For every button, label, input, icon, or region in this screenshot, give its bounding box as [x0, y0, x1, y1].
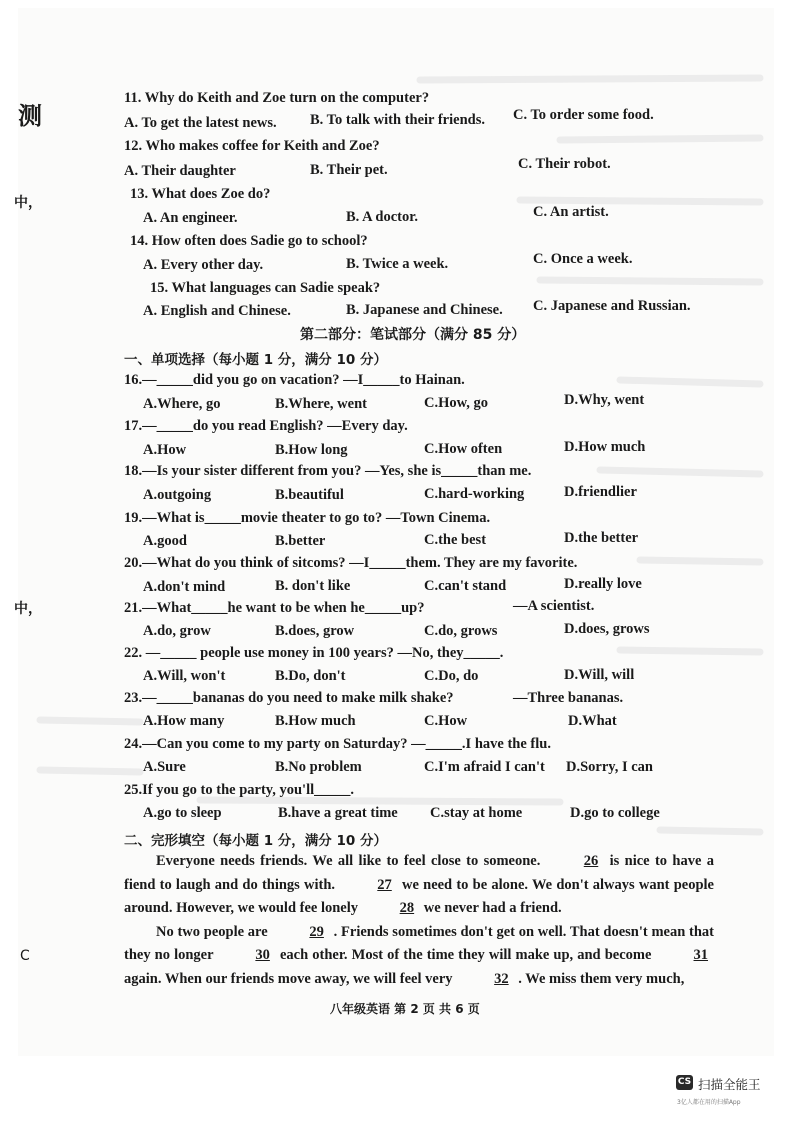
option-22-b: B.Do, don't	[275, 668, 346, 684]
cloze-text: each other. Most of the time they will make up, and become	[279, 947, 652, 963]
option-16-b: B.Where, went	[275, 396, 367, 412]
cloze-text: we need to be alone. We don't always want people around. However, we would fee lonely	[124, 876, 714, 916]
watermark-app-name: 扫描全能王	[698, 1077, 761, 1092]
cloze-text: we never had a friend.	[423, 900, 562, 916]
cloze-blank-26[interactable]: 26	[583, 853, 599, 869]
option-17-d: D.How much	[564, 439, 646, 455]
part-title: 第二部分：笔试部分（满分 85 分）	[300, 327, 526, 343]
option-21-b: B.does, grow	[275, 623, 355, 639]
cloze-blank-29[interactable]: 29	[309, 923, 324, 940]
option-23-c: C.How	[424, 713, 468, 729]
question-20: 20.—What do you think of sitcoms? —I_____them. They are my favorite.	[124, 555, 578, 571]
option-11-b: B. To talk with their friends.	[310, 112, 485, 128]
option-25-c: C.stay at home	[430, 805, 523, 821]
option-15-b: B. Japanese and Chinese.	[346, 302, 503, 318]
cloze-passage	[124, 850, 714, 991]
question-25: 25.If you go to the party, you'll_____.	[124, 782, 354, 798]
option-13-a: A. An engineer.	[143, 210, 238, 226]
question-16: 16.—_____did you go on vacation? —I_____to Hainan.	[124, 372, 465, 388]
option-25-a: A.go to sleep	[143, 805, 222, 821]
cloze-text: No two people are	[156, 923, 268, 940]
question-18: 18.—Is your sister different from you? —Yes, she is_____than me.	[124, 463, 532, 479]
cloze-blank-32[interactable]: 32	[494, 970, 509, 987]
option-11-a: A. To get the latest news.	[124, 115, 277, 131]
option-17-c: C.How often	[424, 441, 503, 457]
cloze-blank-28[interactable]: 28	[399, 900, 415, 916]
option-16-c: C.How, go	[424, 395, 489, 411]
question-11: 11. Why do Keith and Zoe turn on the computer?	[124, 90, 430, 106]
option-23-a: A.How many	[143, 713, 225, 729]
option-19-b: B.better	[275, 533, 326, 549]
option-16-d: D.Why, went	[564, 392, 645, 408]
cloze-text: . Friends sometimes don't get on well. That doesn't mean that they no longer	[124, 923, 714, 963]
option-21-a: A.do, grow	[143, 623, 211, 639]
margin-mark-1: 测	[18, 102, 42, 130]
margin-mark-2: 中，	[14, 195, 42, 211]
option-19-d: D.the better	[564, 530, 639, 546]
question-12: 12. Who makes coffee for Keith and Zoe?	[124, 138, 380, 154]
option-11-c: C. To order some food.	[513, 107, 654, 123]
option-24-b: B.No problem	[275, 759, 362, 775]
camscanner-logo-icon: CS	[676, 1075, 693, 1090]
option-22-d: D.Will, will	[564, 667, 635, 683]
question-23: 23.—_____bananas do you need to make milk shake?	[124, 690, 454, 706]
option-19-c: C.the best	[424, 532, 487, 548]
cloze-blank-31[interactable]: 31	[693, 947, 709, 963]
option-18-b: B.beautiful	[275, 487, 344, 503]
option-20-a: A.don't mind	[143, 579, 226, 595]
question-19: 19.—What is_____movie theater to go to? —Town Cinema.	[124, 510, 491, 526]
section-2-title: 二、完形填空（每小题 1 分，满分 10 分）	[124, 833, 387, 849]
option-20-d: D.really love	[564, 576, 642, 592]
option-18-d: D.friendlier	[564, 484, 637, 500]
option-14-a: A. Every other day.	[143, 257, 264, 273]
watermark-tagline: 3亿人都在用的扫描App	[677, 1099, 741, 1106]
option-18-c: C.hard-working	[424, 486, 525, 502]
question-21: 21.—What_____he want to be when he_____up?	[124, 600, 425, 616]
cloze-text: . We miss them very much,	[518, 970, 685, 987]
option-25-d: D.go to college	[570, 805, 660, 821]
option-25-b: B.have a great time	[278, 805, 398, 821]
option-21-d: D.does, grows	[564, 621, 650, 637]
cloze-blank-27[interactable]: 27	[377, 876, 392, 893]
answer-21: —A scientist.	[513, 598, 595, 614]
option-17-a: A.How	[143, 442, 187, 458]
question-14: 14. How often does Sadie go to school?	[130, 233, 368, 249]
option-16-a: A.Where, go	[143, 396, 221, 412]
option-14-b: B. Twice a week.	[346, 256, 449, 272]
option-22-a: A.Will, won't	[143, 668, 226, 684]
option-17-b: B.How long	[275, 442, 348, 458]
cloze-paragraph-2	[124, 921, 714, 992]
cloze-text: Everyone needs friends. We all like to feel close to someone.	[156, 853, 541, 869]
option-24-d: D.Sorry, I can	[566, 759, 653, 775]
option-21-c: C.do, grows	[424, 623, 498, 639]
option-12-b: B. Their pet.	[310, 162, 388, 178]
option-20-c: C.can't stand	[424, 578, 507, 594]
option-22-c: C.Do, do	[424, 668, 479, 684]
option-23-d: D.What	[568, 713, 617, 729]
option-13-c: C. An artist.	[533, 204, 609, 220]
option-12-c: C. Their robot.	[518, 156, 611, 172]
question-15: 15. What languages can Sadie speak?	[150, 280, 381, 296]
option-19-a: A.good	[143, 533, 187, 549]
option-24-c: C.I'm afraid I can't	[424, 759, 545, 775]
question-22: 22. —_____ people use money in 100 years? —No, they_____.	[124, 645, 504, 661]
cloze-paragraph-1	[124, 850, 714, 921]
option-15-c: C. Japanese and Russian.	[533, 298, 691, 314]
answer-23: —Three bananas.	[513, 690, 624, 706]
option-13-b: B. A doctor.	[346, 209, 418, 225]
margin-mark-4: C	[20, 948, 30, 964]
question-24: 24.—Can you come to my party on Saturday? —_____.I have the flu.	[124, 736, 551, 752]
option-24-a: A.Sure	[143, 759, 186, 775]
option-12-a: A. Their daughter	[124, 163, 236, 179]
cloze-blank-30[interactable]: 30	[255, 947, 270, 963]
section-1-title: 一、单项选择（每小题 1 分，满分 10 分）	[124, 352, 387, 368]
option-20-b: B. don't like	[275, 578, 351, 594]
option-14-c: C. Once a week.	[533, 251, 633, 267]
option-18-a: A.outgoing	[143, 487, 212, 503]
page-footer: 八年级英语 第 2 页 共 6 页	[330, 1002, 480, 1016]
cloze-text: again. When our friends move away, we will feel very	[124, 970, 453, 987]
cloze-text: is nice to have a fiend to laugh and do things with.	[124, 853, 715, 893]
question-13: 13. What does Zoe do?	[130, 186, 271, 202]
option-23-b: B.How much	[275, 713, 356, 729]
option-15-a: A. English and Chinese.	[143, 303, 291, 319]
question-17: 17.—_____do you read English? —Every day.	[124, 418, 408, 434]
margin-mark-3: 中，	[14, 601, 42, 617]
